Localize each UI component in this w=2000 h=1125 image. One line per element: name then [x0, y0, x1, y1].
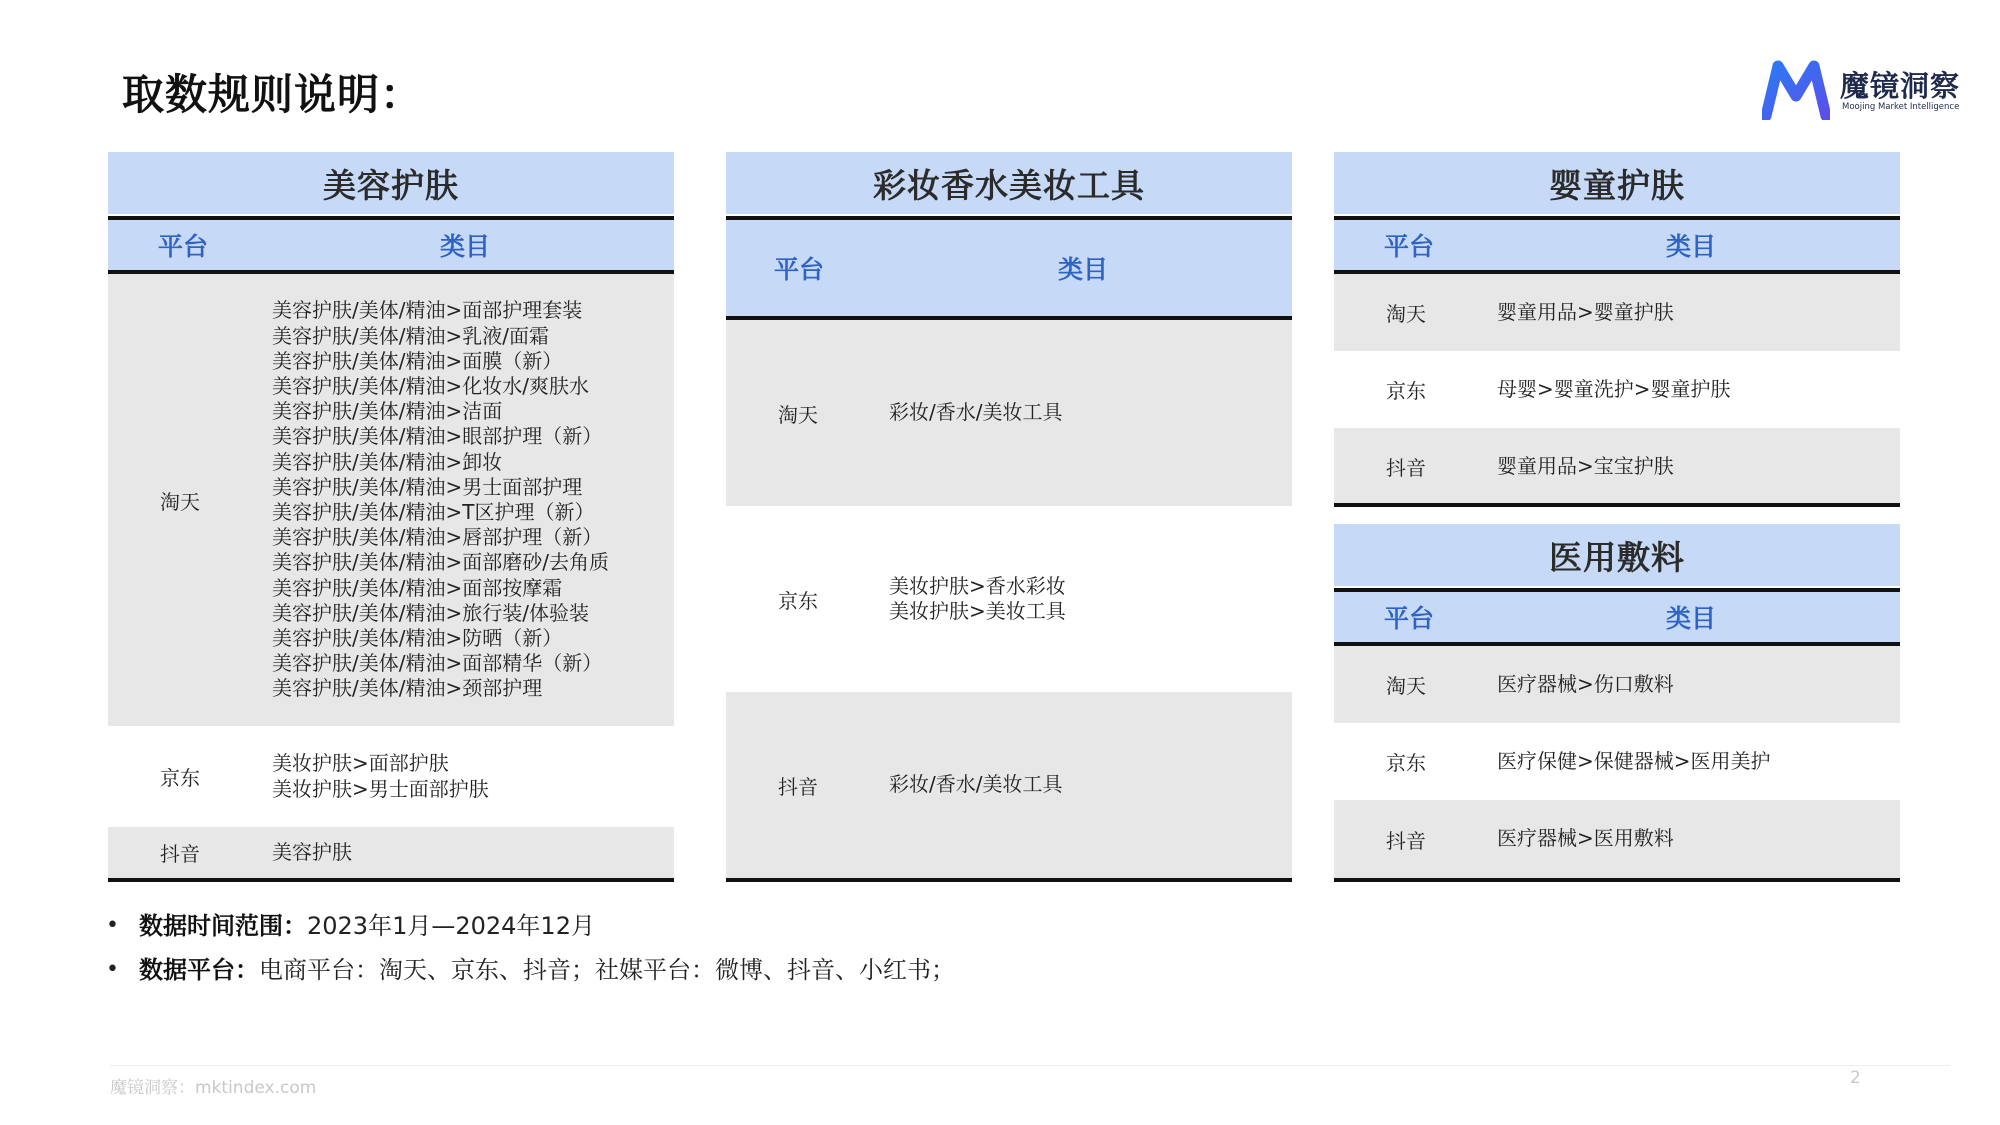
category-list	[272, 274, 609, 726]
table-header	[1334, 216, 1900, 274]
table-row	[726, 506, 1292, 692]
logo-m-icon	[1762, 60, 1830, 120]
category-item: 彩妆/香水/美妆工具	[889, 400, 1063, 425]
table-row	[1334, 800, 1900, 878]
table-bottom-rule	[108, 878, 674, 882]
platform-header: 平台	[158, 232, 209, 261]
table-row	[1334, 428, 1900, 505]
table-header	[726, 216, 1292, 320]
category-item: 婴童用品>婴童护肤	[1497, 299, 1674, 324]
table-row	[1334, 646, 1900, 723]
category-item: 美容护肤/美体/精油>卸妆	[272, 449, 503, 474]
table-row	[108, 827, 674, 878]
table-medical-dressing	[1334, 524, 1900, 882]
table-header	[1334, 588, 1900, 646]
platform-cell: 抖音	[1386, 456, 1426, 480]
footer-divider	[110, 1065, 1950, 1066]
category-item: 美容护肤	[272, 839, 352, 864]
category-list	[1497, 428, 1674, 505]
platform-cell: 淘天	[778, 402, 818, 427]
logo-tagline: Moojing Market Intelligence	[1842, 102, 1960, 112]
platform-cell: 淘天	[1386, 674, 1426, 698]
table-makeup-fragrance	[726, 152, 1292, 882]
table-row	[726, 320, 1292, 506]
category-item: 彩妆/香水/美妆工具	[889, 772, 1063, 797]
category-item: 美容护肤/美体/精油>防晒（新）	[272, 626, 563, 651]
platform-cell: 京东	[1386, 379, 1426, 403]
category-list	[1497, 800, 1674, 878]
category-item: 美容护肤/美体/精油>眼部护理（新）	[272, 424, 603, 449]
category-item: 美容护肤/美体/精油>面部护理套装	[272, 298, 583, 323]
category-item: 美容护肤/美体/精油>男士面部护理	[272, 474, 583, 499]
category-list	[272, 827, 352, 878]
table-title: 彩妆香水美妆工具	[726, 152, 1292, 214]
category-item: 美妆护肤>美妆工具	[889, 599, 1066, 623]
platform-header: 平台	[1384, 604, 1435, 633]
category-item: 美容护肤/美体/精油>颈部护理	[272, 676, 543, 701]
category-item: 美容护肤/美体/精油>面部磨砂/去角质	[272, 550, 609, 575]
platform-cell: 京东	[778, 588, 818, 613]
table-bottom-rule	[1334, 503, 1900, 507]
category-item: 婴童用品>宝宝护肤	[1497, 453, 1674, 478]
category-list	[1497, 274, 1674, 351]
logo-wordmark: 魔镜洞察	[1840, 69, 1961, 103]
category-item: 美容护肤/美体/精油>乳液/面霜	[272, 323, 549, 348]
category-list	[889, 506, 1066, 692]
table-bottom-rule	[1334, 878, 1900, 882]
platform-cell: 京东	[1386, 751, 1426, 775]
category-item: 美容护肤/美体/精油>洁面	[272, 399, 503, 424]
table-title: 婴童护肤	[1334, 152, 1900, 214]
category-item: 母婴>婴童洗护>婴童护肤	[1497, 376, 1731, 401]
category-list	[889, 320, 1062, 506]
page-title: 取数规则说明：	[122, 70, 424, 119]
category-list	[272, 726, 489, 827]
category-item: 美容护肤/美体/精油>T区护理（新）	[272, 500, 595, 524]
footer-source: 魔镜洞察：mktindex.com	[110, 1078, 317, 1098]
category-header: 类目	[1058, 255, 1109, 284]
table-header	[108, 216, 674, 274]
bullet-icon: •	[106, 957, 119, 982]
bullet-icon: •	[106, 913, 119, 938]
platform-cell: 抖音	[778, 774, 818, 799]
logo	[1762, 60, 1962, 120]
platform-cell: 抖音	[1386, 828, 1426, 853]
table-row	[1334, 274, 1900, 351]
category-list	[1497, 351, 1731, 428]
category-list	[1497, 723, 1771, 800]
platform-cell: 淘天	[160, 489, 200, 514]
table-beauty-skincare	[108, 152, 674, 882]
category-header: 类目	[1666, 232, 1717, 261]
category-item: 医疗保健>保健器械>医用美护	[1497, 748, 1771, 773]
table-row	[108, 726, 674, 827]
platform-cell: 抖音	[160, 842, 200, 866]
platform-cell: 淘天	[1386, 302, 1426, 326]
category-item: 美容护肤/美体/精油>化妆水/爽肤水	[272, 373, 589, 398]
category-header: 类目	[440, 232, 491, 261]
note-label: 数据时间范围：	[139, 912, 307, 940]
page-number: 2	[1850, 1068, 1861, 1088]
table-baby-skincare	[1334, 152, 1900, 508]
category-item: 美妆护肤>面部护肤	[272, 751, 449, 776]
platform-header: 平台	[1384, 232, 1435, 261]
table-title: 医用敷料	[1334, 524, 1900, 586]
platform-header: 平台	[774, 255, 825, 284]
table-bottom-rule	[726, 878, 1292, 882]
category-item: 医疗器械>伤口敷料	[1497, 671, 1674, 696]
category-item: 美容护肤/美体/精油>旅行装/体验装	[272, 600, 589, 625]
note-text: 2023年1月—2024年12月	[307, 912, 595, 940]
platform-cell: 京东	[160, 766, 200, 790]
category-item: 美容护肤/美体/精油>唇部护理（新）	[272, 525, 603, 550]
table-title: 美容护肤	[108, 152, 674, 214]
table-row	[1334, 351, 1900, 428]
category-list	[889, 692, 1062, 878]
note-text: 电商平台：淘天、京东、抖音；社媒平台：微博、抖音、小红书；	[259, 956, 955, 984]
table-row	[726, 692, 1292, 878]
category-list	[1497, 646, 1674, 723]
category-header: 类目	[1666, 604, 1717, 633]
category-item: 美容护肤/美体/精油>面部按摩霜	[272, 575, 563, 600]
category-item: 医疗器械>医用敷料	[1497, 826, 1674, 851]
category-item: 美妆护肤>香水彩妆	[889, 573, 1066, 598]
table-row	[1334, 723, 1900, 800]
note-label: 数据平台：	[139, 956, 259, 984]
category-item: 美容护肤/美体/精油>面膜（新）	[272, 348, 563, 373]
table-row	[108, 274, 674, 726]
category-item: 美妆护肤>男士面部护肤	[272, 776, 489, 801]
category-item: 美容护肤/美体/精油>面部精华（新）	[272, 651, 603, 676]
